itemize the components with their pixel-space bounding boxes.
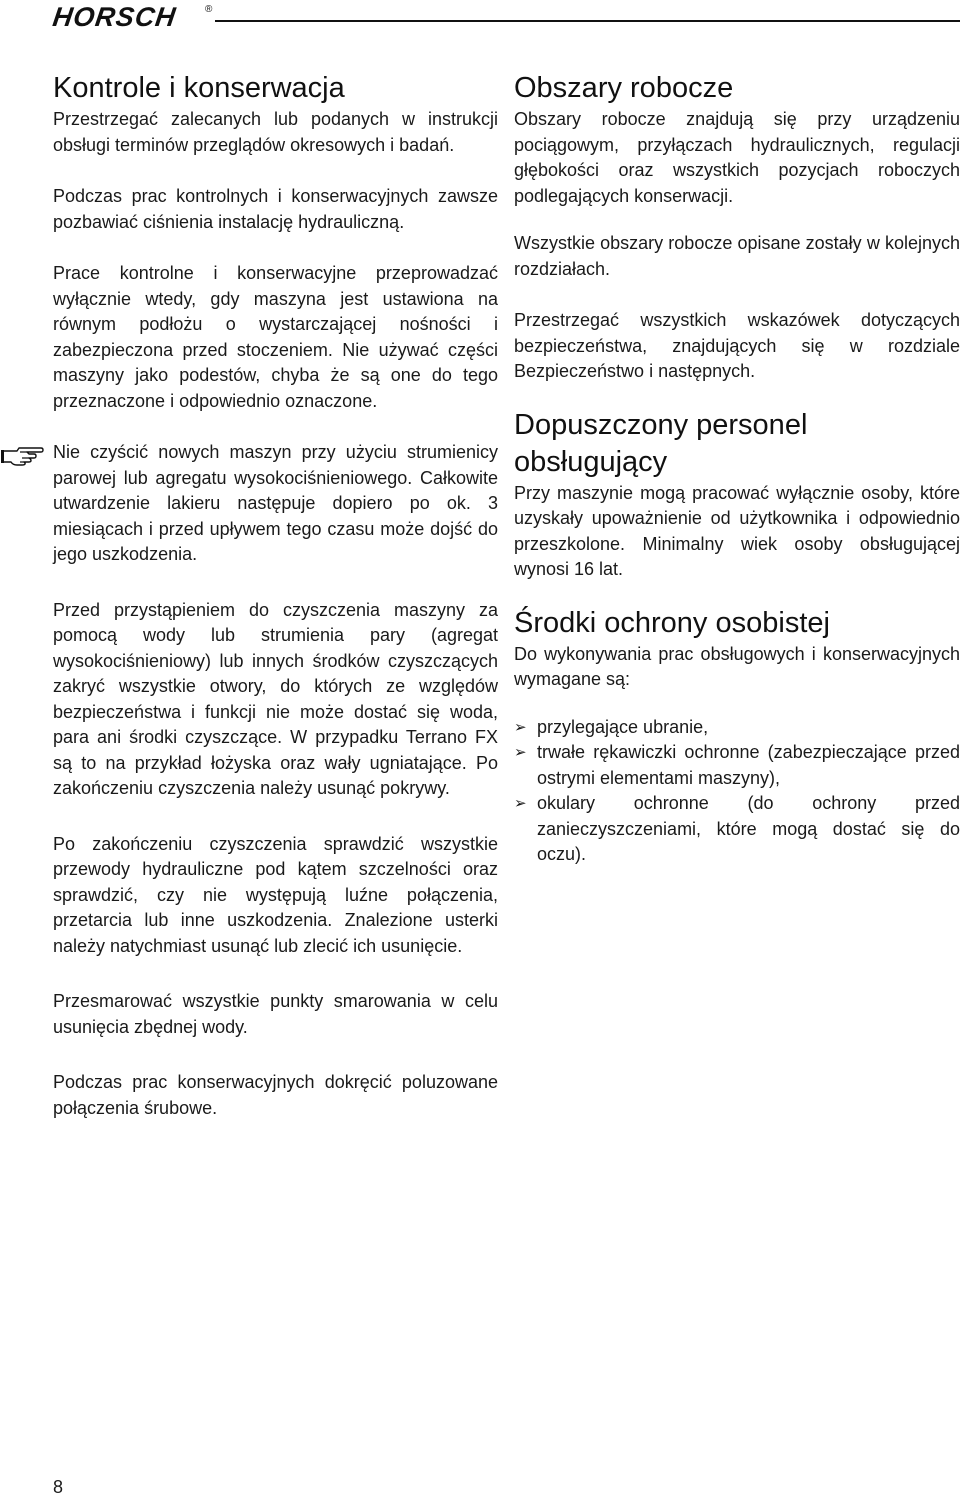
header-rule	[215, 20, 960, 22]
page-number: 8	[53, 1477, 64, 1497]
section-title-protective-equipment: Środki ochrony osobistej	[514, 606, 830, 639]
paragraph-work-areas-chapters: Wszystkie obszary robocze opisane zostały w kolejnych rozdziałach.	[514, 233, 960, 279]
paragraph-inspections: Przestrzegać zalecanych lub podanych w instrukcji obsługi terminów przeglądów okresowych i badań.	[53, 109, 498, 155]
paragraph-authorized-personnel: Przy maszynie mogą pracować wyłącznie osoby, które uzyskały upoważnienie od użytkownika i odpowiednio przeszkolone. Minimalny wiek osoby obsługującej wynosi 16 lat.	[514, 482, 960, 579]
registered-mark: ®	[205, 4, 213, 15]
paragraph-safety-notes: Przestrzegać wszystkich wskazówek dotyczących bezpieczeństwa, znajdujących się w rozdziale Bezpieczeństwo i następnych.	[514, 310, 960, 381]
paragraph-work-areas: Obszary robocze znajdują się przy urządzeniu pociągowym, przyłączach hydraulicznych, regulacji głębokości oraz wszystkich pozycjach roboczych podlegających konserwacji.	[514, 109, 960, 206]
list-item	[514, 791, 960, 868]
protective-equipment-list	[514, 715, 960, 868]
section-title-maintenance: Kontrole i konserwacja	[53, 72, 345, 104]
arrowhead-bullet-icon: ➢	[514, 718, 527, 736]
paragraph-protective-equipment: Do wykonywania prac obsługowych i konserwacyjnych wymagane są:	[514, 643, 960, 689]
horsch-logo: HORSCH	[50, 2, 179, 32]
paragraph-check-hoses: Po zakończeniu czyszczenia sprawdzić wszystkie przewody hydrauliczne pod kątem szczelności oraz sprawdzić, czy nie występują luźne połączenia, przetarcia lub inne uszkodzenia. Znalezione usterki należy natychmiast usunąć lub zlecić ich usunięcie.	[53, 833, 498, 956]
note-block	[53, 440, 498, 568]
page-header	[50, 0, 960, 32]
right-column	[514, 70, 960, 868]
section-title-authorized-personnel: Dopuszczony personel obsługujący	[514, 408, 808, 478]
list-item	[514, 715, 960, 741]
list-item	[514, 740, 960, 791]
arrowhead-bullet-icon: ➢	[514, 744, 527, 761]
left-column	[53, 70, 498, 1121]
list-item-text: trwałe rękawiczki ochronne (zabezpieczające przed ostrymi elementami maszyny),	[537, 742, 960, 788]
paragraph-new-machine-cleaning: Nie czyścić nowych maszyn przy użyciu strumienicy parowej lub agregatu wysokociśnieniowego. Całkowite utwardzenie lakieru następuje dopiero po ok. 3 miesiącach i przed upływem tego czasu może dojść do jego uszkodzenia.	[53, 442, 498, 564]
section-title-work-areas: Obszary robocze	[514, 72, 734, 104]
paragraph-hydraulic-pressure: Podczas prac kontrolnych i konserwacyjnych zawsze pozbawiać ciśnienia instalację hydrauliczną.	[53, 186, 498, 232]
paragraph-cover-openings: Przed przystąpieniem do czyszczenia maszyny za pomocą wody lub strumienia pary (agregat wysokociśnieniowy) lub innych środków czyszczących zakryć wszystkie otwory, do których ze względów bezpieczeństwa i funkcji nie może dostać się woda, para ani środki czyszczące. W przypadku Terrano FX są to na przykład łożyska oraz wały ugniatające. Po zakończeniu czyszczenia należy usunąć pokrywy.	[53, 599, 498, 798]
list-item-text: przylegające ubranie,	[537, 716, 709, 737]
paragraph-lubrication: Przesmarować wszystkie punkty smarowania w celu usunięcia zbędnej wody.	[53, 991, 498, 1037]
paragraph-tighten-bolts: Podczas prac konserwacyjnych dokręcić poluzowane połączenia śrubowe.	[53, 1072, 498, 1118]
list-item-text: okulary ochronne (do ochrony przed zanieczyszczeniami, które mogą dostać się do oczu).	[537, 793, 960, 864]
arrowhead-bullet-icon: ➢	[514, 795, 527, 812]
pointing-hand-icon	[0, 442, 44, 466]
paragraph-level-ground: Prace kontrolne i konserwacyjne przeprowadzać wyłącznie wtedy, gdy maszyna jest ustawiona na równym podłożu o wystarczającej nośności i zabezpieczona przed stoczeniem. Nie używać części maszyny jako podestów, chyba że są one do tego przeznaczone i odpowiednio oznaczone.	[53, 263, 498, 411]
